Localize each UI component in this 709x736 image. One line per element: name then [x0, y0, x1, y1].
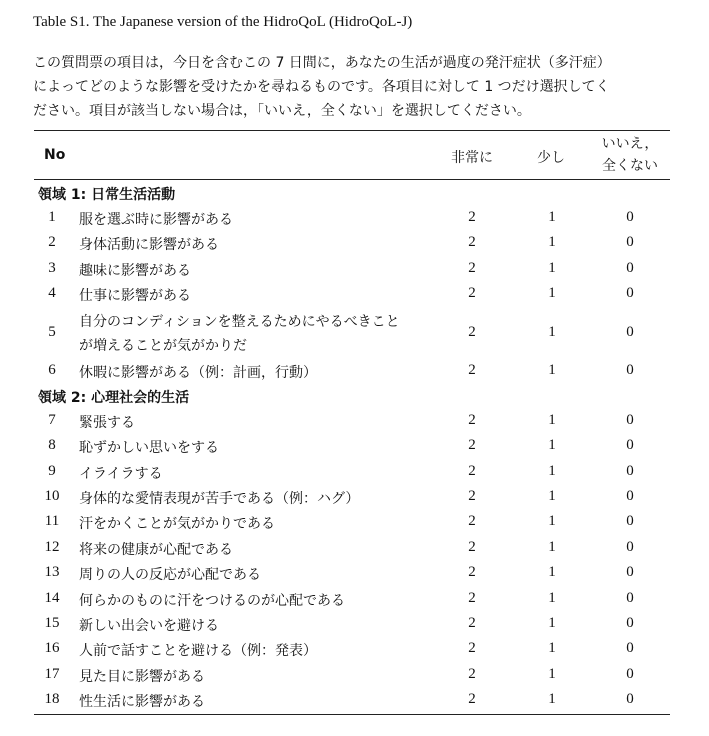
- row-number: 17: [44, 666, 60, 682]
- row-item-text: 身体的な愛情表現が苦手である（例：ハグ）: [79, 491, 360, 507]
- row-item-text-continued: が増えることが気がかりだ: [79, 338, 247, 354]
- header-not-at-all-line2: 全くない: [602, 158, 658, 174]
- row-score-a-little: 1: [548, 590, 556, 606]
- instructions-line: ださい。項目が該当しない場合は，「いいえ，全くない」を選択してください。: [33, 103, 531, 119]
- table-row: [0, 209, 709, 234]
- row-score-not-at-all: 0: [626, 513, 634, 529]
- row-score-a-little: 1: [548, 539, 556, 555]
- row-score-very-much: 2: [468, 615, 476, 631]
- row-number: 12: [44, 539, 60, 555]
- instructions-line: によってどのような影響を受けたかを尋ねるものです。各項目に対して 1 つだけ選択してく: [33, 79, 610, 95]
- table-row: [0, 513, 709, 538]
- row-score-a-little: 1: [548, 666, 556, 682]
- header-not-at-all-line1: いいえ，: [601, 136, 659, 152]
- row-score-very-much: 2: [468, 640, 476, 656]
- row-score-not-at-all: 0: [626, 285, 634, 301]
- row-score-very-much: 2: [468, 260, 476, 276]
- row-score-very-much: 2: [468, 488, 476, 504]
- row-item-text: 緊張する: [79, 415, 135, 431]
- row-score-a-little: 1: [548, 285, 556, 301]
- row-number: 11: [44, 513, 60, 529]
- row-score-not-at-all: 0: [626, 412, 634, 428]
- row-item-text: 人前で話すことを避ける（例：発表）: [79, 643, 317, 659]
- table-header-rule: [34, 179, 670, 180]
- row-item-text: 見た目に影響がある: [79, 669, 205, 685]
- row-item-text: 性生活に影響がある: [79, 694, 205, 710]
- row-item-text: 趣味に影響がある: [79, 263, 191, 279]
- row-score-not-at-all: 0: [626, 260, 634, 276]
- row-score-very-much: 2: [468, 209, 476, 225]
- row-number: 4: [48, 285, 56, 301]
- table-row: [0, 640, 709, 665]
- row-score-not-at-all: 0: [626, 234, 634, 250]
- table-row: [0, 666, 709, 691]
- table-row: [0, 234, 709, 259]
- table-caption: Table S1. The Japanese version of the HidroQoL (HidroQoL-J): [33, 14, 413, 30]
- row-score-not-at-all: 0: [626, 488, 634, 504]
- row-score-a-little: 1: [548, 234, 556, 250]
- row-score-a-little: 1: [548, 615, 556, 631]
- row-score-very-much: 2: [468, 285, 476, 301]
- row-item-text: 仕事に影響がある: [79, 288, 191, 304]
- table-row: [0, 590, 709, 615]
- row-item-text: 身体活動に影響がある: [79, 237, 219, 253]
- row-score-not-at-all: 0: [626, 437, 634, 453]
- row-number: 18: [44, 691, 60, 707]
- row-score-a-little: 1: [548, 324, 556, 340]
- table-top-rule: [34, 130, 670, 131]
- row-score-very-much: 2: [468, 324, 476, 340]
- table-row: [0, 412, 709, 437]
- table-row: [0, 260, 709, 285]
- section-heading-psychosocial-life: 領域 2: 心理社会的生活: [38, 390, 190, 406]
- header-very-much: 非常に: [451, 150, 493, 166]
- row-score-very-much: 2: [468, 691, 476, 707]
- table-row: [0, 539, 709, 564]
- row-number: 16: [44, 640, 60, 656]
- row-score-a-little: 1: [548, 260, 556, 276]
- table-row: [0, 311, 709, 359]
- row-score-not-at-all: 0: [626, 463, 634, 479]
- row-item-text: 休暇に影響がある（例：計画，行動）: [79, 365, 317, 381]
- row-number: 14: [44, 590, 60, 606]
- row-item-text: 何らかのものに汗をつけるのが心配である: [79, 593, 345, 609]
- row-score-very-much: 2: [468, 437, 476, 453]
- row-number: 7: [48, 412, 56, 428]
- row-score-not-at-all: 0: [626, 640, 634, 656]
- row-score-very-much: 2: [468, 463, 476, 479]
- row-item-text: 将来の健康が心配である: [79, 542, 233, 558]
- row-item-text: 周りの人の反応が心配である: [79, 567, 261, 583]
- table-row: [0, 691, 709, 716]
- row-item-text: 汗をかくことが気がかりである: [79, 516, 275, 532]
- row-score-a-little: 1: [548, 488, 556, 504]
- row-item-text: 服を選ぶ時に影響がある: [79, 212, 233, 228]
- row-score-not-at-all: 0: [626, 362, 634, 378]
- table-row: [0, 362, 709, 387]
- row-number: 2: [48, 234, 56, 250]
- row-score-very-much: 2: [468, 590, 476, 606]
- row-number: 8: [48, 437, 56, 453]
- row-score-very-much: 2: [468, 539, 476, 555]
- row-score-not-at-all: 0: [626, 209, 634, 225]
- table-row: [0, 488, 709, 513]
- table-row: [0, 463, 709, 488]
- row-score-a-little: 1: [548, 463, 556, 479]
- row-score-not-at-all: 0: [626, 615, 634, 631]
- row-score-a-little: 1: [548, 209, 556, 225]
- table-row: [0, 564, 709, 589]
- row-number: 3: [48, 260, 56, 276]
- row-score-not-at-all: 0: [626, 666, 634, 682]
- row-item-text: 恥ずかしい思いをする: [79, 440, 219, 456]
- row-number: 15: [44, 615, 60, 631]
- row-score-a-little: 1: [548, 412, 556, 428]
- row-score-very-much: 2: [468, 666, 476, 682]
- row-score-very-much: 2: [468, 412, 476, 428]
- row-score-not-at-all: 0: [626, 324, 634, 340]
- row-score-very-much: 2: [468, 234, 476, 250]
- row-score-not-at-all: 0: [626, 691, 634, 707]
- header-a-little: 少し: [537, 150, 565, 166]
- row-number: 9: [48, 463, 56, 479]
- header-no: No: [44, 147, 66, 163]
- row-score-not-at-all: 0: [626, 539, 634, 555]
- row-score-a-little: 1: [548, 437, 556, 453]
- row-score-a-little: 1: [548, 691, 556, 707]
- row-score-very-much: 2: [468, 362, 476, 378]
- row-score-very-much: 2: [468, 513, 476, 529]
- row-item-text: 新しい出会いを避ける: [79, 618, 219, 634]
- instructions-paragraph: [33, 51, 683, 123]
- header-not-at-all: [597, 133, 663, 177]
- section-heading-daily-activities: 領域 1: 日常生活活動: [38, 187, 176, 203]
- row-number: 6: [48, 362, 56, 378]
- table-row: [0, 615, 709, 640]
- instructions-line: この質問票の項目は，今日を含むこの 7 日間に，あなたの生活が過度の発汗症状（多汗症）: [33, 55, 611, 71]
- table-row: [0, 285, 709, 310]
- row-number: 10: [44, 488, 60, 504]
- row-score-a-little: 1: [548, 640, 556, 656]
- table-row: [0, 437, 709, 462]
- row-item-text: 自分のコンディションを整えるためにやるべきこと: [79, 314, 400, 330]
- row-score-a-little: 1: [548, 564, 556, 580]
- table-bottom-rule: [34, 714, 670, 715]
- row-score-not-at-all: 0: [626, 590, 634, 606]
- row-number: 13: [44, 564, 60, 580]
- row-number: 1: [48, 209, 56, 225]
- row-score-not-at-all: 0: [626, 564, 634, 580]
- row-item-text: イライラする: [79, 466, 163, 482]
- row-number: 5: [48, 324, 56, 340]
- row-score-a-little: 1: [548, 362, 556, 378]
- row-score-a-little: 1: [548, 513, 556, 529]
- row-score-very-much: 2: [468, 564, 476, 580]
